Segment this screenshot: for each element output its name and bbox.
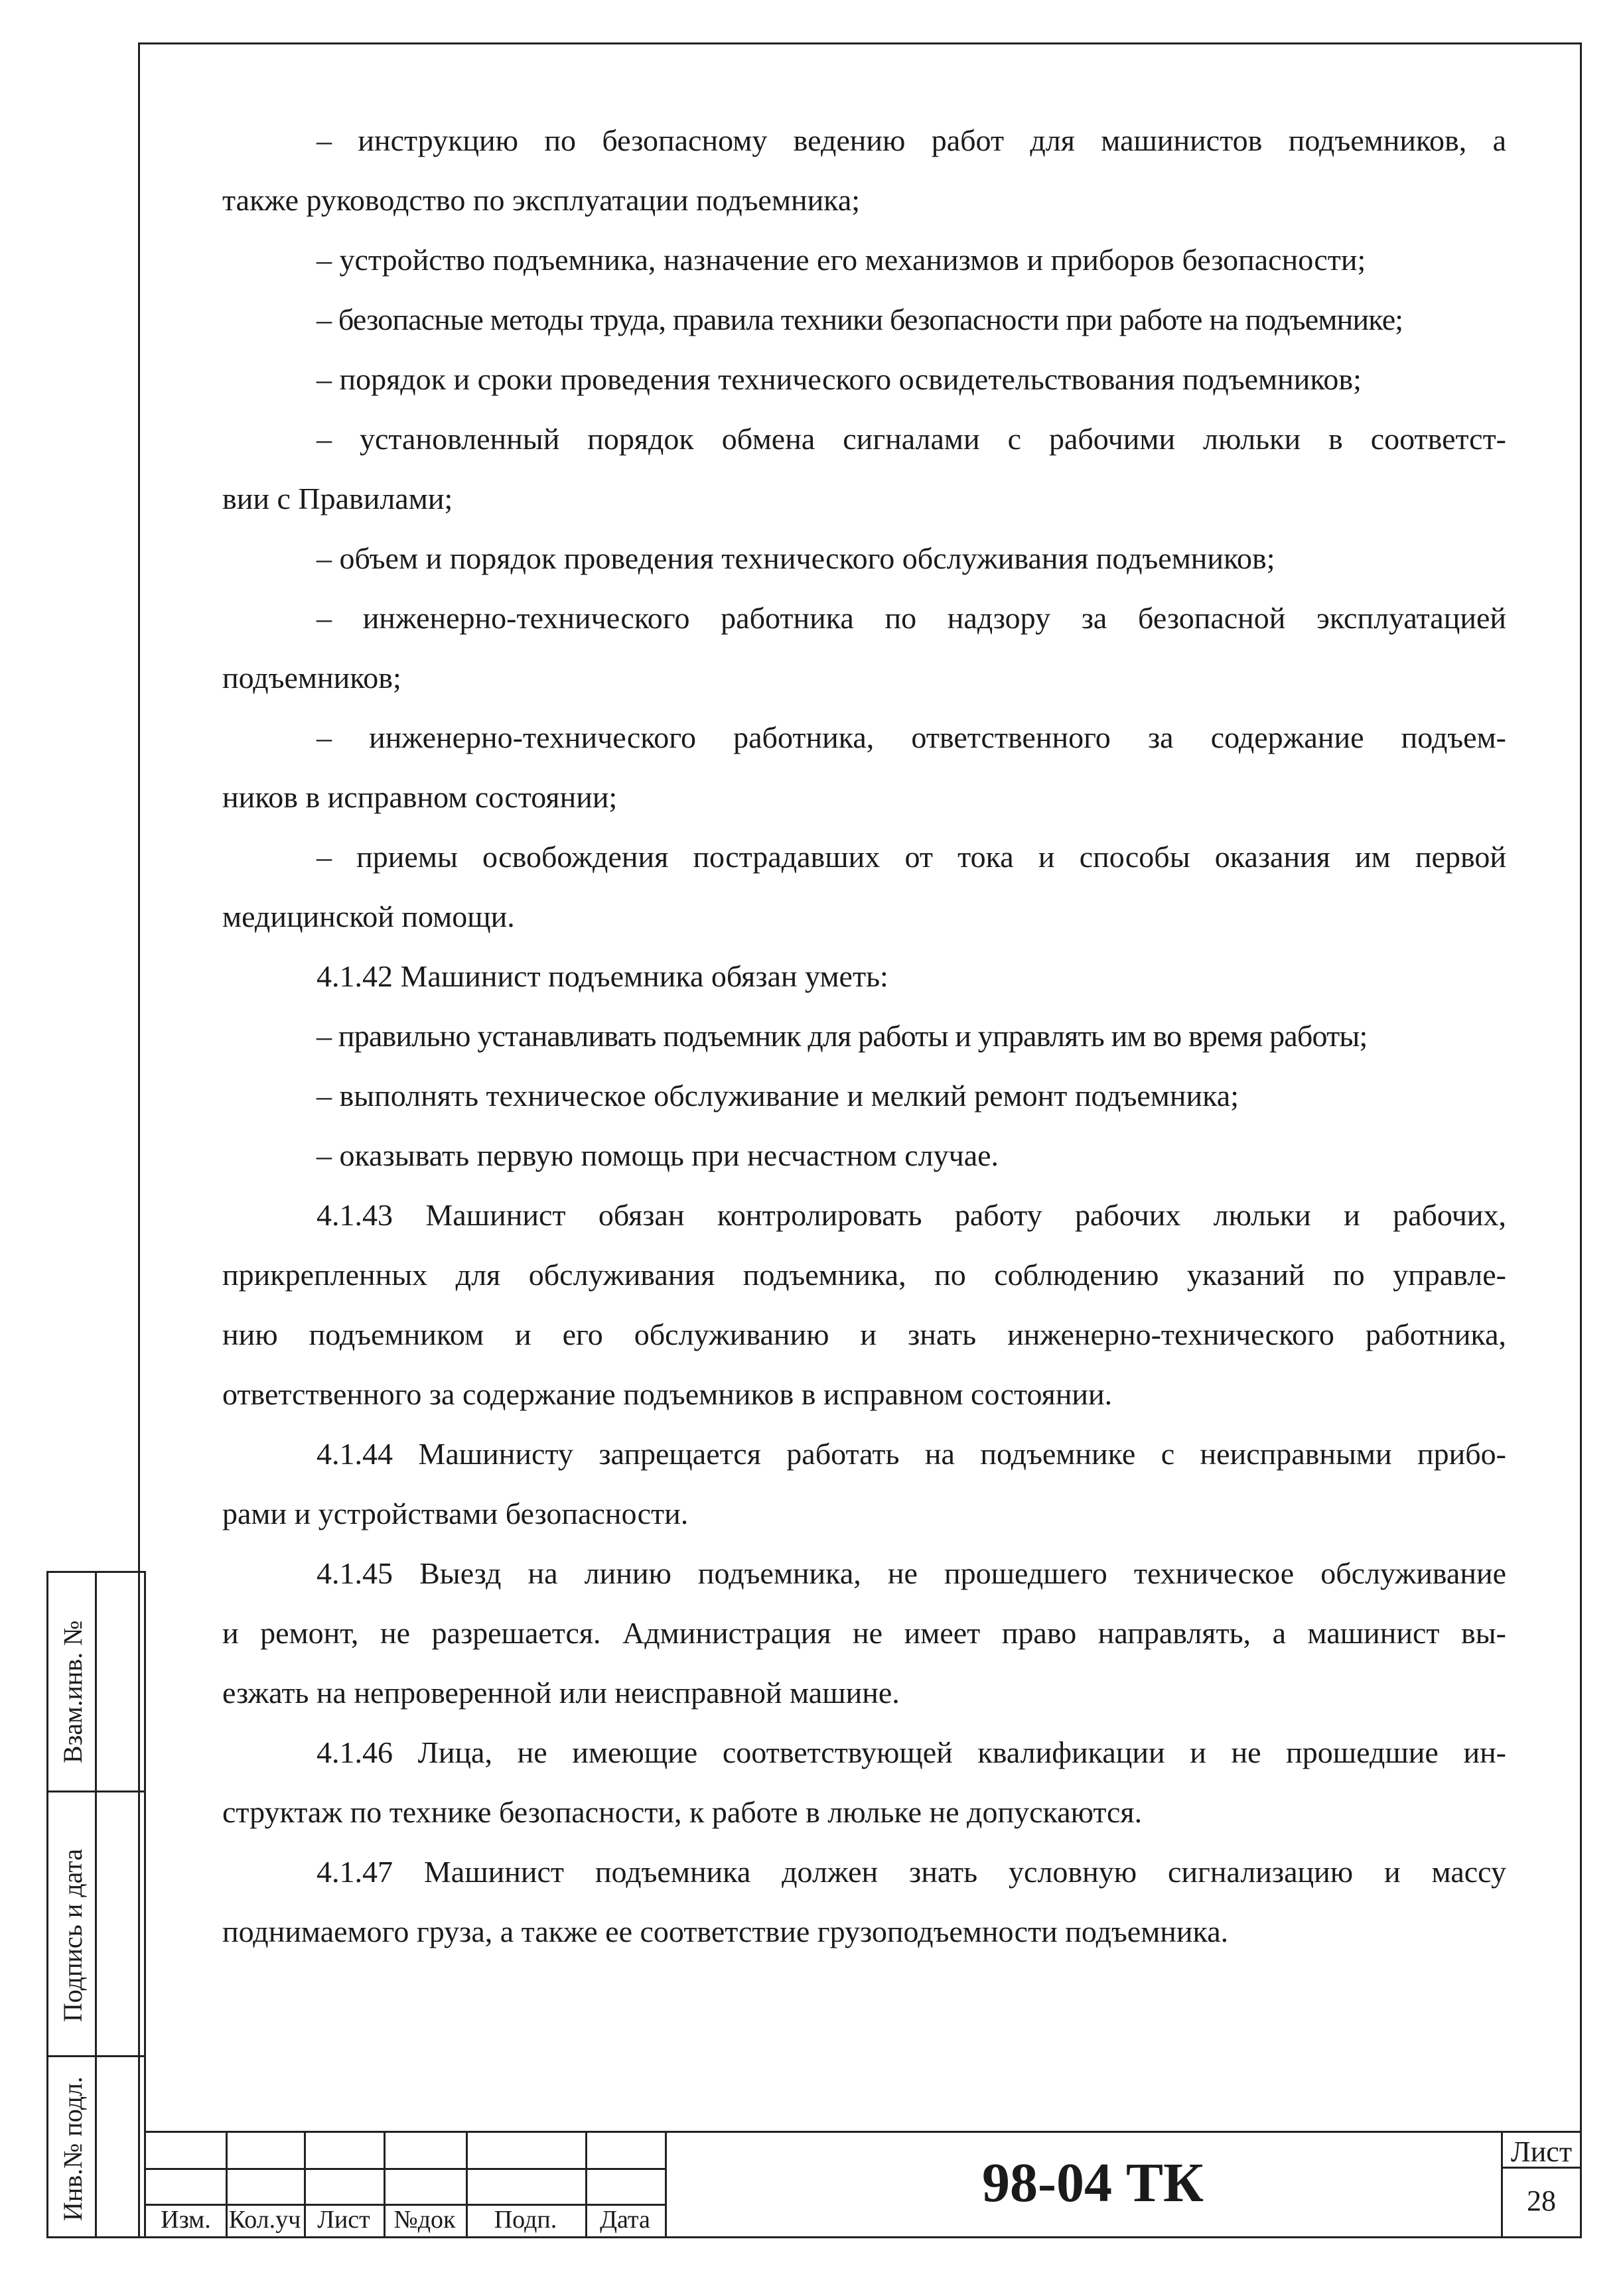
text-line: медицинской помощи. [222,900,515,933]
text-line: 4.1.46 Лица, не имеющие соответствующей квалификации и не прошедшие ин- [317,1735,1506,1769]
text-line: 4.1.43 Машинист обязан контролировать работу рабочих люльки и рабочих, [317,1198,1506,1232]
text-line: 4.1.44 Машинисту запрещается работать на подъемнике с неисправными прибо- [317,1437,1506,1471]
text-line: – безопасные методы труда, правила техники безопасности при работе на подъемнике; [317,303,1403,336]
text-line: и ремонт, не разрешается. Администрация не имеет право направлять, а машинист вы- [222,1616,1506,1650]
podp-caption: Подп. [494,2206,557,2234]
tb-col-line [665,2131,667,2238]
document-code: 98-04 ТК [982,2152,1204,2214]
text-line: – порядок и сроки проведения технического освидетельствования подъемников; [317,362,1362,396]
text-line: – инженерно-технического работника, ответственного за содержание подъем- [317,720,1506,754]
list-caption: Лист [317,2206,370,2234]
text-line: ников в исправном состоянии; [222,780,618,814]
text-line: – инженерно-технического работника по надзору за безопасной эксплуатацией [317,601,1506,635]
ndok-caption: №док [393,2206,456,2234]
text-line: 4.1.42 Машинист подъемника обязан уметь: [317,959,888,993]
text-line: – инструкцию по безопасному ведению работ для машинистов подъемников, а [317,123,1506,157]
data-caption: Дата [600,2206,650,2234]
tb-top-line [146,2131,1582,2133]
text-line: – объем и порядок проведения технического обслуживания подъемников; [317,541,1275,575]
text-line: езжать на непроверенной или неисправной машине. [222,1676,900,1710]
text-line: прикрепленных для обслуживания подъемника, по соблюдению указаний по управле- [222,1258,1506,1292]
sheet-label: Лист [1510,2135,1573,2168]
text-line: рами и устройствами безопасности. [222,1497,689,1530]
text-line: – оказывать первую помощь при несчастном случае. [317,1138,999,1172]
text-line: – правильно устанавливать подъемник для работы и управлять им во время работы; [317,1019,1368,1053]
text-line: – приемы освобождения пострадавших от тока и способы оказания им первой [317,840,1506,874]
text-line: также руководство по эксплуатации подъемника; [222,183,861,217]
kol-caption: Кол.уч [228,2206,301,2234]
text-line: поднимаемого груза, а также ее соответствие грузоподъемности подъемника. [222,1915,1229,1948]
tb-row-line [146,2168,666,2170]
text-line: 4.1.45 Выезд на линию подъемника, не прошедшего техническое обслуживание [317,1556,1506,1590]
vzam-inv-label: Взам.инв. № [58,1620,88,1763]
text-line: нию подъемником и его обслуживанию и знать инженерно-технического работника, [222,1317,1506,1351]
text-line: подъемников; [222,661,401,695]
text-line: вии с Правилами; [222,482,453,515]
title-block [146,2131,1582,2238]
izm-caption: Изм. [161,2206,211,2234]
text-line: структаж по технике безопасности, к работе в люльке не допускаются. [222,1795,1143,1829]
text-line: ответственного за содержание подъемников в исправном состоянии. [222,1377,1113,1411]
inv-podl-label: Инв.№ подл. [58,2076,88,2221]
sheet-number: 28 [1527,2185,1556,2217]
text-line: – установленный порядок обмена сигналами с рабочими люльки в соответст- [317,422,1506,456]
podpis-label: Подпись и дата [58,1848,88,2022]
text-line: – устройство подъемника, назначение его механизмов и приборов безопасности; [317,243,1366,277]
text-line: 4.1.47 Машинист подъемника должен знать условную сигнализацию и массу [317,1855,1506,1889]
text-line: – выполнять техническое обслуживание и мелкий ремонт подъемника; [317,1079,1239,1113]
side-strip [46,1571,146,2238]
